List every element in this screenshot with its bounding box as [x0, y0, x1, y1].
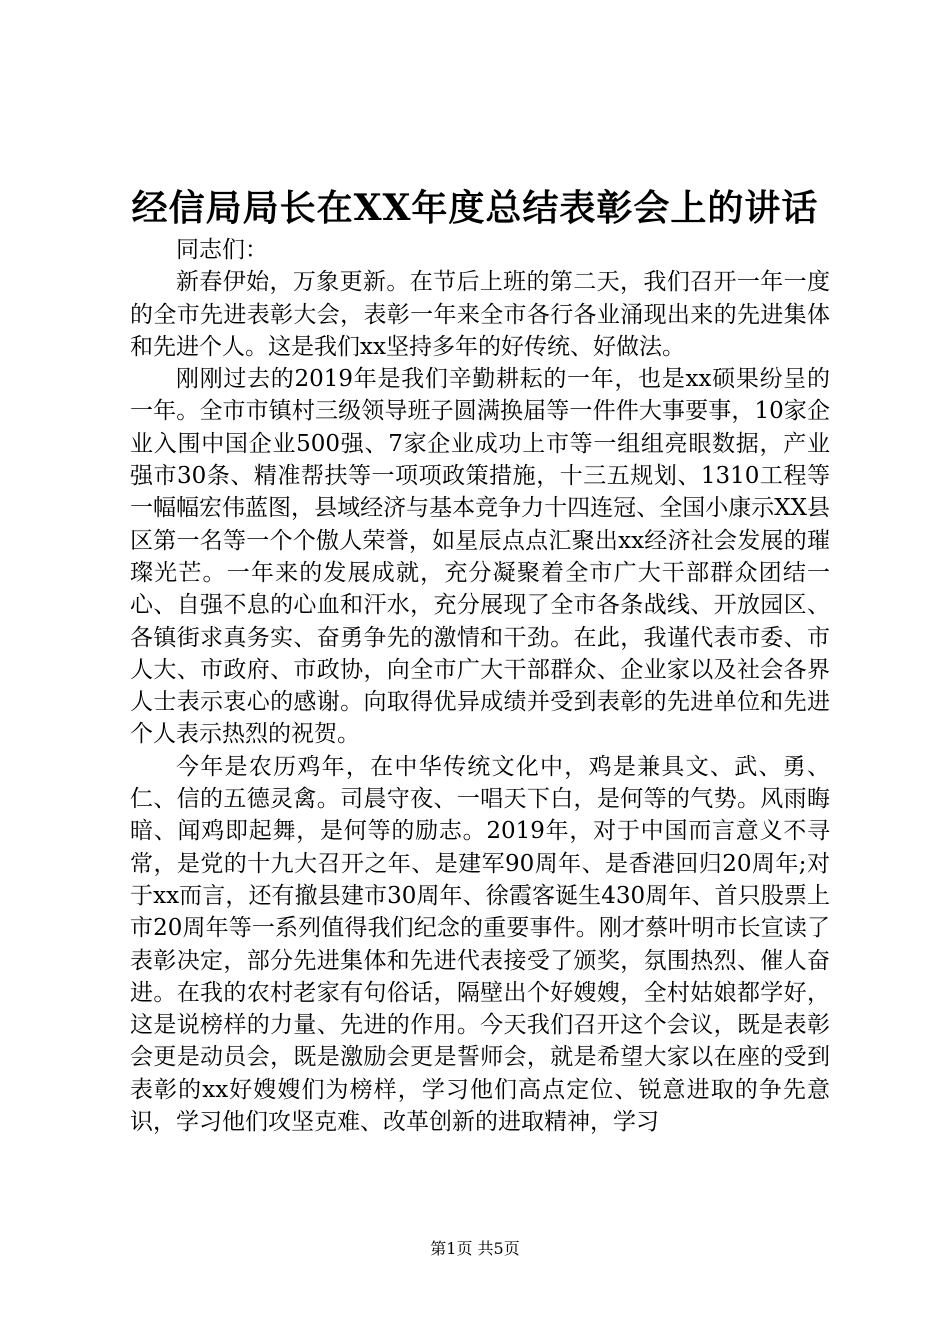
paragraph-1: 新春伊始，万象更新。在节后上班的第二天，我们召开一年一度的全市先进表彰大会，表彰一年来全市各行各业涌现出来的先进集体和先进个人。这是我们xx坚持多年的好传统、好做法。: [130, 269, 830, 360]
salutation: 同志们：: [176, 237, 268, 263]
document-body: [130, 234, 830, 1138]
page-footer: 第1页 共5页: [430, 1239, 520, 1258]
paragraph-2: 刚刚过去的2019年是我们辛勤耕耘的一年，也是xx硕果纷呈的一年。全市市镇村三级领导班子圆满换届等一件件大事要事，10家企业入围中国企业500强、7家企业成功上市等一组组亮眼数据，产业强市30条、精准帮扶等一项项政策措施，十三五规划、1310工程等一幅幅宏伟蓝图，县域经济与基本竞争力十四连冠、全国小康示XX县区第一名等一个个傲人荣誉，如星辰点点汇聚出xx经济社会发展的璀璨光芒。一年来的发展成就，充分凝聚着全市广大干部群众团结一心、自强不息的心血和汗水，充分展现了全市各条战线、开放园区、各镇街求真务实、奋勇争先的激情和干劲。在此，我谨代表市委、市人大、市政府、市政协，向全市广大干部群众、企业家以及社会各界人士表示衷心的感谢。向取得优异成绩并受到表彰的先进单位和先进个人表示热烈的祝贺。: [130, 366, 830, 748]
document-title: 经信局局长在XX年度总结表彰会上的讲话: [131, 187, 819, 229]
paragraph-3: 今年是农历鸡年，在中华传统文化中，鸡是兼具文、武、勇、仁、信的五德灵禽。司晨守夜、一唱天下白，是何等的气势。风雨晦暗、闻鸡即起舞，是何等的励志。2019年，对于中国而言意义不寻常，是党的十九大召开之年、是建军90周年、是香港回归20周年;对于xx而言，还有撤县建市30周年、徐霞客诞生430周年、首只股票上市20周年等一系列值得我们纪念的重要事件。刚才蔡叶明市长宣读了表彰决定，部分先进集体和先进代表接受了颁奖，氛围热烈、催人奋进。在我的农村老家有句俗话，隔壁出个好嫂嫂，全村姑娘都学好，这是说榜样的力量、先进的作用。今天我们召开这个会议，既是表彰会更是动员会，既是激励会更是誓师会，就是希望大家以在座的受到表彰的xx好嫂嫂们为榜样，学习他们高点定位、锐意进取的争先意识，学习他们攻坚克难、改革创新的进取精神，学习: [130, 753, 830, 1136]
